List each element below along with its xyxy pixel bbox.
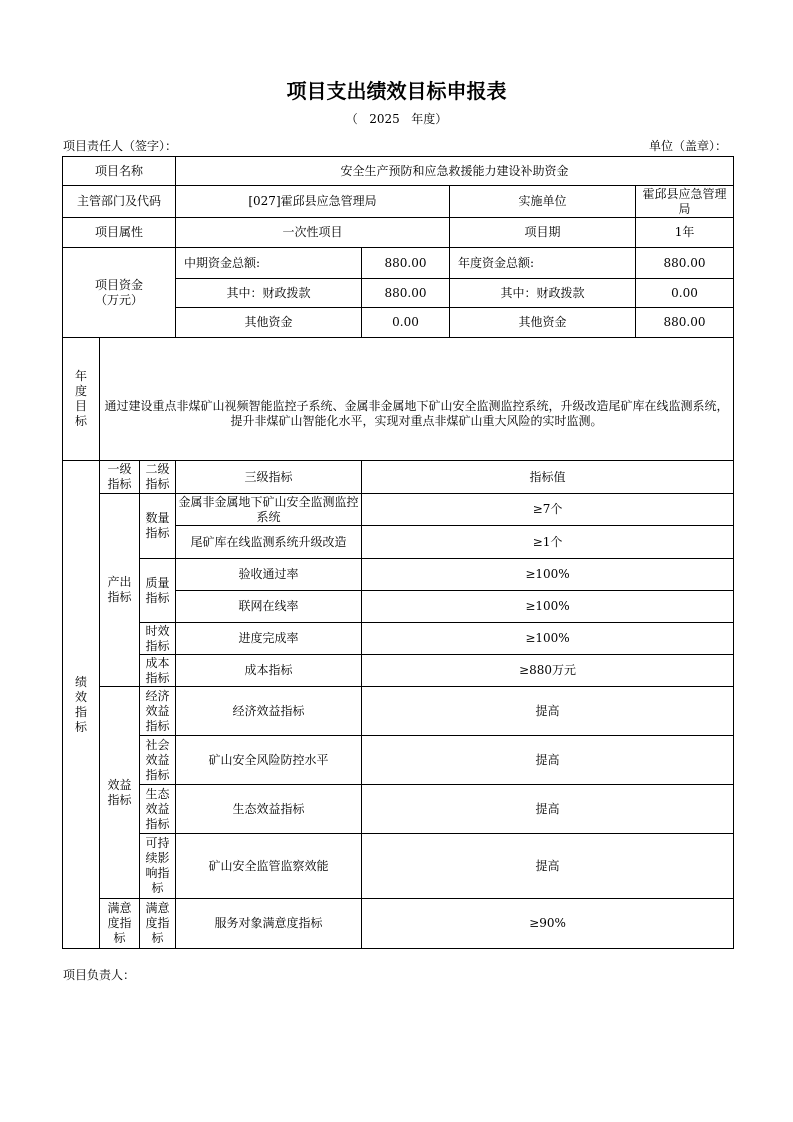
responsible-label: 项目责任人（签字）： <box>63 139 178 153</box>
year-total-label: 年度资金总额: <box>450 248 636 279</box>
indicator-name: 进度完成率 <box>176 623 362 655</box>
indicator-value: ≥100% <box>362 623 734 655</box>
cost-label: 成本 指标 <box>140 655 176 687</box>
quality-label: 质量 指标 <box>140 559 176 623</box>
mid-total-label: 中期资金总额: <box>176 248 362 279</box>
indicator-value: 提高 <box>362 834 734 899</box>
indicator-name: 矿山安全监管监察效能 <box>176 834 362 899</box>
annual-goal-text: 通过建设重点非煤矿山视频智能监控子系统、金属非金属地下矿山安全监测监控系统，升级改造尾矿库在线监测系统，提升非煤矿山智能化水平，实现对重点非煤矿山重大风险的实时监测。 <box>104 399 729 428</box>
impl-unit-value: 霍邱县应急管理局 <box>636 186 734 218</box>
indicator-value: 提高 <box>362 736 734 785</box>
output-label: 产出 指标 <box>100 494 140 687</box>
project-owner-label: 项目负责人： <box>63 968 136 982</box>
indicator-name: 服务对象满意度指标 <box>176 899 362 949</box>
header-level1: 一级 指标 <box>100 461 140 494</box>
econ-benefit-label: 经济 效益 指标 <box>140 687 176 736</box>
period-label: 项目期 <box>450 218 636 248</box>
period-value: 1年 <box>636 218 734 248</box>
dept-label: 主管部门及代码 <box>63 186 176 218</box>
funds-label: 项目资金 （万元） <box>63 248 176 338</box>
unit-label: 单位（盖章）： <box>648 139 727 153</box>
year-fiscal-value: 0.00 <box>636 279 734 308</box>
impl-unit-label: 实施单位 <box>450 186 636 218</box>
indicator-name: 生态效益指标 <box>176 785 362 834</box>
indicator-value: ≥100% <box>362 591 734 623</box>
annual-goal-cell <box>100 338 734 461</box>
social-benefit-label: 社会 效益 指标 <box>140 736 176 785</box>
header-level2: 二级 指标 <box>140 461 176 494</box>
performance-label: 绩 效 指 标 <box>63 461 100 949</box>
project-name-value: 安全生产预防和应急救援能力建设补助资金 <box>176 157 734 186</box>
mid-total-value: 880.00 <box>362 248 450 279</box>
quantity-label: 数量 指标 <box>140 494 176 559</box>
indicator-value: ≥1个 <box>362 526 734 559</box>
year-fiscal-label: 其中：财政拨款 <box>450 279 636 308</box>
indicator-name: 矿山安全风险防控水平 <box>176 736 362 785</box>
indicator-name: 尾矿库在线监测系统升级改造 <box>176 526 362 559</box>
indicator-name: 经济效益指标 <box>176 687 362 736</box>
attr-value: 一次性项目 <box>176 218 450 248</box>
sustain-label: 可持 续影 响指 标 <box>140 834 176 899</box>
header-level3: 三级指标 <box>176 461 362 494</box>
indicator-name: 成本指标 <box>176 655 362 687</box>
page-title: 项目支出绩效目标申报表 <box>286 79 507 103</box>
dept-value: [027]霍邱县应急管理局 <box>176 186 450 218</box>
mid-other-label: 其他资金 <box>176 308 362 338</box>
year-other-value: 880.00 <box>636 308 734 338</box>
indicator-value: ≥100% <box>362 559 734 591</box>
indicator-value: 提高 <box>362 687 734 736</box>
project-name-label: 项目名称 <box>63 157 176 186</box>
benefit-label: 效益 指标 <box>100 687 140 899</box>
indicator-name: 验收通过率 <box>176 559 362 591</box>
indicator-name: 联网在线率 <box>176 591 362 623</box>
indicator-value: 提高 <box>362 785 734 834</box>
indicator-value: ≥880万元 <box>362 655 734 687</box>
year-other-label: 其他资金 <box>450 308 636 338</box>
satisfaction-l2-label: 满意 度指 标 <box>140 899 176 949</box>
eco-benefit-label: 生态 效益 指标 <box>140 785 176 834</box>
indicator-name: 金属非金属地下矿山安全监测监控系统 <box>176 494 362 526</box>
performance-table <box>62 156 734 949</box>
year-total-value: 880.00 <box>636 248 734 279</box>
attr-label: 项目属性 <box>63 218 176 248</box>
year-line: （ 2025 年度） <box>345 112 448 126</box>
indicator-value: ≥7个 <box>362 494 734 526</box>
indicator-value: ≥90% <box>362 899 734 949</box>
satisfaction-l1-label: 满意 度指 标 <box>100 899 140 949</box>
mid-other-value: 0.00 <box>362 308 450 338</box>
header-value: 指标值 <box>362 461 734 494</box>
timeliness-label: 时效 指标 <box>140 623 176 655</box>
mid-fiscal-label: 其中：财政拨款 <box>176 279 362 308</box>
mid-fiscal-value: 880.00 <box>362 279 450 308</box>
annual-goal-label: 年 度 目 标 <box>63 338 100 461</box>
